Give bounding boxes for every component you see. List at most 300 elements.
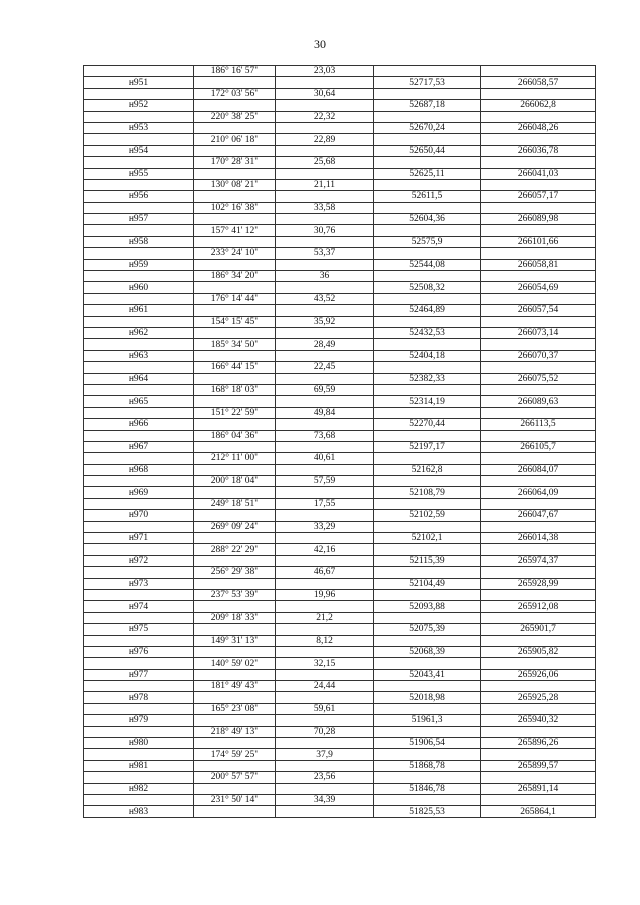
angle-cell	[194, 373, 276, 384]
angle-cell	[194, 214, 276, 225]
point-name-cell: н960	[84, 282, 194, 293]
segment-row	[84, 658, 596, 669]
point-name-cell: н974	[84, 601, 194, 612]
x-coordinate-cell: 52625,11	[374, 168, 481, 179]
segment-row	[84, 544, 596, 555]
angle-cell	[194, 624, 276, 635]
x-coordinate-cell	[374, 88, 481, 99]
x-coordinate-cell: 51961,3	[374, 715, 481, 726]
length-cell	[276, 145, 374, 156]
point-name-cell: н975	[84, 624, 194, 635]
angle-cell: 256° 29' 38"	[194, 567, 276, 578]
point-name-cell	[84, 453, 194, 464]
point-row	[84, 783, 596, 794]
x-coordinate-cell: 52575,9	[374, 236, 481, 247]
point-row	[84, 282, 596, 293]
segment-row	[84, 612, 596, 623]
length-cell: 49,84	[276, 407, 374, 418]
angle-cell	[194, 715, 276, 726]
segment-row	[84, 476, 596, 487]
x-coordinate-cell: 52382,33	[374, 373, 481, 384]
y-coordinate-cell: 265940,32	[481, 715, 596, 726]
segment-row	[84, 271, 596, 282]
length-cell: 22,32	[276, 111, 374, 122]
length-cell: 33,29	[276, 521, 374, 532]
x-coordinate-cell: 52604,36	[374, 214, 481, 225]
angle-cell: 140° 59' 02"	[194, 658, 276, 669]
y-coordinate-cell: 265928,99	[481, 578, 596, 589]
x-coordinate-cell	[374, 498, 481, 509]
x-coordinate-cell: 51906,54	[374, 738, 481, 749]
x-coordinate-cell	[374, 567, 481, 578]
angle-cell	[194, 327, 276, 338]
x-coordinate-cell	[374, 476, 481, 487]
angle-cell	[194, 464, 276, 475]
y-coordinate-cell: 266057,54	[481, 305, 596, 316]
point-row	[84, 624, 596, 635]
point-name-cell	[84, 681, 194, 692]
length-cell: 25,68	[276, 157, 374, 168]
x-coordinate-cell: 52717,53	[374, 77, 481, 88]
point-row	[84, 168, 596, 179]
point-name-cell: н954	[84, 145, 194, 156]
point-name-cell: н979	[84, 715, 194, 726]
x-coordinate-cell	[374, 703, 481, 714]
y-coordinate-cell: 266048,26	[481, 122, 596, 133]
angle-cell: 209° 18' 33"	[194, 612, 276, 623]
y-coordinate-cell	[481, 589, 596, 600]
point-name-cell	[84, 498, 194, 509]
length-cell: 35,92	[276, 316, 374, 327]
x-coordinate-cell	[374, 658, 481, 669]
y-coordinate-cell: 266089,98	[481, 214, 596, 225]
y-coordinate-cell: 265926,06	[481, 669, 596, 680]
segment-row	[84, 453, 596, 464]
point-row	[84, 396, 596, 407]
point-name-cell	[84, 316, 194, 327]
y-coordinate-cell: 266089,63	[481, 396, 596, 407]
segment-row	[84, 589, 596, 600]
point-name-cell	[84, 703, 194, 714]
x-coordinate-cell	[374, 248, 481, 259]
length-cell: 43,52	[276, 293, 374, 304]
x-coordinate-cell: 52068,39	[374, 646, 481, 657]
point-name-cell	[84, 271, 194, 282]
x-coordinate-cell	[374, 681, 481, 692]
segment-row	[84, 726, 596, 737]
y-coordinate-cell: 266047,67	[481, 510, 596, 521]
x-coordinate-cell	[374, 635, 481, 646]
point-name-cell: н977	[84, 669, 194, 680]
segment-row	[84, 430, 596, 441]
point-name-cell: н971	[84, 533, 194, 544]
x-coordinate-cell: 52404,18	[374, 350, 481, 361]
point-name-cell: н967	[84, 441, 194, 452]
length-cell: 21,11	[276, 179, 374, 190]
y-coordinate-cell	[481, 612, 596, 623]
point-name-cell	[84, 612, 194, 623]
length-cell: 28,49	[276, 339, 374, 350]
angle-cell: 151° 22' 59"	[194, 407, 276, 418]
x-coordinate-cell: 52043,41	[374, 669, 481, 680]
segment-row	[84, 339, 596, 350]
length-cell: 8,12	[276, 635, 374, 646]
length-cell: 30,76	[276, 225, 374, 236]
angle-cell: 249° 18' 51"	[194, 498, 276, 509]
x-coordinate-cell: 51825,53	[374, 806, 481, 817]
y-coordinate-cell: 266064,09	[481, 487, 596, 498]
length-cell	[276, 419, 374, 430]
length-cell: 21,2	[276, 612, 374, 623]
point-name-cell	[84, 362, 194, 373]
point-name-cell: н951	[84, 77, 194, 88]
x-coordinate-cell: 52018,98	[374, 692, 481, 703]
length-cell: 33,58	[276, 202, 374, 213]
length-cell	[276, 350, 374, 361]
length-cell	[276, 168, 374, 179]
point-name-cell	[84, 726, 194, 737]
angle-cell	[194, 419, 276, 430]
y-coordinate-cell	[481, 339, 596, 350]
length-cell	[276, 441, 374, 452]
point-name-cell: н963	[84, 350, 194, 361]
point-row	[84, 760, 596, 771]
point-row	[84, 145, 596, 156]
point-name-cell	[84, 88, 194, 99]
y-coordinate-cell: 266070,37	[481, 350, 596, 361]
y-coordinate-cell	[481, 202, 596, 213]
x-coordinate-cell	[374, 795, 481, 806]
point-name-cell	[84, 66, 194, 77]
angle-cell	[194, 282, 276, 293]
angle-cell: 157° 41' 12"	[194, 225, 276, 236]
y-coordinate-cell	[481, 544, 596, 555]
angle-cell	[194, 236, 276, 247]
angle-cell	[194, 441, 276, 452]
point-name-cell	[84, 521, 194, 532]
length-cell	[276, 555, 374, 566]
segment-row	[84, 248, 596, 259]
y-coordinate-cell	[481, 658, 596, 669]
y-coordinate-cell	[481, 795, 596, 806]
y-coordinate-cell	[481, 225, 596, 236]
y-coordinate-cell	[481, 681, 596, 692]
x-coordinate-cell	[374, 384, 481, 395]
y-coordinate-cell	[481, 430, 596, 441]
y-coordinate-cell: 265864,1	[481, 806, 596, 817]
y-coordinate-cell: 265891,14	[481, 783, 596, 794]
point-row	[84, 669, 596, 680]
length-cell	[276, 327, 374, 338]
x-coordinate-cell: 52108,79	[374, 487, 481, 498]
x-coordinate-cell	[374, 111, 481, 122]
x-coordinate-cell: 52432,53	[374, 327, 481, 338]
length-cell	[276, 100, 374, 111]
y-coordinate-cell: 266058,81	[481, 259, 596, 270]
angle-cell: 176° 14' 44"	[194, 293, 276, 304]
x-coordinate-cell: 51868,78	[374, 760, 481, 771]
x-coordinate-cell	[374, 407, 481, 418]
y-coordinate-cell: 266075,52	[481, 373, 596, 384]
y-coordinate-cell: 266014,38	[481, 533, 596, 544]
length-cell: 69,59	[276, 384, 374, 395]
y-coordinate-cell: 265896,26	[481, 738, 596, 749]
point-row	[84, 510, 596, 521]
length-cell: 53,37	[276, 248, 374, 259]
length-cell: 17,55	[276, 498, 374, 509]
point-name-cell: н973	[84, 578, 194, 589]
x-coordinate-cell	[374, 157, 481, 168]
length-cell	[276, 464, 374, 475]
x-coordinate-cell	[374, 316, 481, 327]
y-coordinate-cell	[481, 179, 596, 190]
angle-cell	[194, 100, 276, 111]
length-cell	[276, 806, 374, 817]
point-name-cell	[84, 772, 194, 783]
y-coordinate-cell: 265901,7	[481, 624, 596, 635]
angle-cell: 288° 22' 29"	[194, 544, 276, 555]
angle-cell: 172° 03' 56"	[194, 88, 276, 99]
segment-row	[84, 111, 596, 122]
y-coordinate-cell: 266058,57	[481, 77, 596, 88]
point-name-cell	[84, 339, 194, 350]
y-coordinate-cell	[481, 362, 596, 373]
y-coordinate-cell: 266062,8	[481, 100, 596, 111]
angle-cell	[194, 692, 276, 703]
point-row	[84, 419, 596, 430]
point-row	[84, 692, 596, 703]
angle-cell	[194, 510, 276, 521]
x-coordinate-cell: 52314,19	[374, 396, 481, 407]
angle-cell	[194, 601, 276, 612]
length-cell	[276, 646, 374, 657]
segment-row	[84, 407, 596, 418]
point-name-cell: н955	[84, 168, 194, 179]
point-name-cell	[84, 111, 194, 122]
x-coordinate-cell: 52162,8	[374, 464, 481, 475]
y-coordinate-cell: 266113,5	[481, 419, 596, 430]
y-coordinate-cell	[481, 316, 596, 327]
point-row	[84, 464, 596, 475]
x-coordinate-cell: 52075,39	[374, 624, 481, 635]
x-coordinate-cell	[374, 66, 481, 77]
point-name-cell	[84, 202, 194, 213]
point-name-cell	[84, 430, 194, 441]
point-name-cell	[84, 635, 194, 646]
length-cell: 22,89	[276, 134, 374, 145]
angle-cell: 186° 34' 20"	[194, 271, 276, 282]
length-cell: 34,39	[276, 795, 374, 806]
angle-cell	[194, 350, 276, 361]
y-coordinate-cell	[481, 248, 596, 259]
length-cell	[276, 669, 374, 680]
segment-row	[84, 157, 596, 168]
angle-cell	[194, 77, 276, 88]
angle-cell: 154° 15' 45"	[194, 316, 276, 327]
segment-row	[84, 88, 596, 99]
point-name-cell	[84, 225, 194, 236]
segment-row	[84, 293, 596, 304]
length-cell	[276, 715, 374, 726]
point-row	[84, 77, 596, 88]
segment-row	[84, 384, 596, 395]
y-coordinate-cell	[481, 772, 596, 783]
y-coordinate-cell	[481, 521, 596, 532]
x-coordinate-cell	[374, 772, 481, 783]
point-row	[84, 305, 596, 316]
coordinates-table	[83, 65, 596, 818]
point-row	[84, 214, 596, 225]
angle-cell	[194, 168, 276, 179]
point-row	[84, 122, 596, 133]
y-coordinate-cell: 265974,37	[481, 555, 596, 566]
length-cell	[276, 601, 374, 612]
angle-cell	[194, 533, 276, 544]
point-name-cell: н980	[84, 738, 194, 749]
point-name-cell	[84, 179, 194, 190]
length-cell	[276, 236, 374, 247]
point-name-cell: н964	[84, 373, 194, 384]
segment-row	[84, 795, 596, 806]
length-cell	[276, 122, 374, 133]
point-name-cell	[84, 749, 194, 760]
angle-cell	[194, 646, 276, 657]
length-cell	[276, 259, 374, 270]
length-cell	[276, 578, 374, 589]
y-coordinate-cell	[481, 134, 596, 145]
segment-row	[84, 567, 596, 578]
point-row	[84, 555, 596, 566]
point-row	[84, 373, 596, 384]
point-name-cell: н952	[84, 100, 194, 111]
segment-row	[84, 635, 596, 646]
length-cell: 30,64	[276, 88, 374, 99]
segment-row	[84, 772, 596, 783]
angle-cell: 269° 09' 24"	[194, 521, 276, 532]
point-name-cell: н976	[84, 646, 194, 657]
point-name-cell: н966	[84, 419, 194, 430]
angle-cell	[194, 738, 276, 749]
length-cell: 57,59	[276, 476, 374, 487]
y-coordinate-cell: 266073,14	[481, 327, 596, 338]
length-cell	[276, 783, 374, 794]
point-name-cell	[84, 589, 194, 600]
y-coordinate-cell	[481, 749, 596, 760]
x-coordinate-cell	[374, 453, 481, 464]
point-name-cell: н957	[84, 214, 194, 225]
x-coordinate-cell	[374, 544, 481, 555]
length-cell: 23,56	[276, 772, 374, 783]
x-coordinate-cell	[374, 134, 481, 145]
y-coordinate-cell	[481, 567, 596, 578]
segment-row	[84, 703, 596, 714]
y-coordinate-cell	[481, 88, 596, 99]
length-cell: 42,16	[276, 544, 374, 555]
length-cell	[276, 624, 374, 635]
y-coordinate-cell	[481, 726, 596, 737]
point-row	[84, 487, 596, 498]
angle-cell	[194, 305, 276, 316]
point-name-cell	[84, 407, 194, 418]
angle-cell	[194, 191, 276, 202]
page-number: 30	[314, 37, 326, 51]
angle-cell: 218° 49' 13"	[194, 726, 276, 737]
point-name-cell: н983	[84, 806, 194, 817]
y-coordinate-cell: 265925,28	[481, 692, 596, 703]
length-cell	[276, 214, 374, 225]
point-name-cell	[84, 134, 194, 145]
point-name-cell: н982	[84, 783, 194, 794]
point-name-cell: н969	[84, 487, 194, 498]
point-row	[84, 327, 596, 338]
x-coordinate-cell: 52104,49	[374, 578, 481, 589]
point-row	[84, 806, 596, 817]
point-name-cell: н956	[84, 191, 194, 202]
angle-cell: 220° 38' 25"	[194, 111, 276, 122]
length-cell	[276, 760, 374, 771]
point-name-cell: н968	[84, 464, 194, 475]
point-name-cell	[84, 795, 194, 806]
segment-row	[84, 202, 596, 213]
point-row	[84, 578, 596, 589]
y-coordinate-cell: 266041,03	[481, 168, 596, 179]
angle-cell	[194, 487, 276, 498]
x-coordinate-cell: 52650,44	[374, 145, 481, 156]
length-cell: 46,67	[276, 567, 374, 578]
x-coordinate-cell	[374, 612, 481, 623]
x-coordinate-cell: 52093,88	[374, 601, 481, 612]
segment-row	[84, 749, 596, 760]
y-coordinate-cell	[481, 271, 596, 282]
angle-cell: 200° 18' 04"	[194, 476, 276, 487]
point-name-cell: н965	[84, 396, 194, 407]
point-row	[84, 100, 596, 111]
x-coordinate-cell	[374, 179, 481, 190]
segment-row	[84, 521, 596, 532]
length-cell: 19,96	[276, 589, 374, 600]
x-coordinate-cell	[374, 339, 481, 350]
length-cell: 40,61	[276, 453, 374, 464]
length-cell: 59,61	[276, 703, 374, 714]
point-name-cell: н953	[84, 122, 194, 133]
angle-cell	[194, 669, 276, 680]
segment-row	[84, 179, 596, 190]
length-cell: 70,28	[276, 726, 374, 737]
angle-cell	[194, 259, 276, 270]
angle-cell: 181° 49' 43"	[194, 681, 276, 692]
x-coordinate-cell	[374, 430, 481, 441]
point-name-cell: н962	[84, 327, 194, 338]
segment-row	[84, 362, 596, 373]
point-name-cell	[84, 476, 194, 487]
length-cell	[276, 510, 374, 521]
length-cell	[276, 396, 374, 407]
point-name-cell: н978	[84, 692, 194, 703]
segment-row	[84, 681, 596, 692]
length-cell	[276, 373, 374, 384]
point-name-cell	[84, 293, 194, 304]
x-coordinate-cell: 52687,18	[374, 100, 481, 111]
angle-cell: 210° 06' 18"	[194, 134, 276, 145]
length-cell	[276, 305, 374, 316]
angle-cell	[194, 555, 276, 566]
x-coordinate-cell	[374, 726, 481, 737]
point-name-cell	[84, 544, 194, 555]
length-cell	[276, 282, 374, 293]
x-coordinate-cell: 52102,1	[374, 533, 481, 544]
x-coordinate-cell	[374, 589, 481, 600]
segment-row	[84, 225, 596, 236]
